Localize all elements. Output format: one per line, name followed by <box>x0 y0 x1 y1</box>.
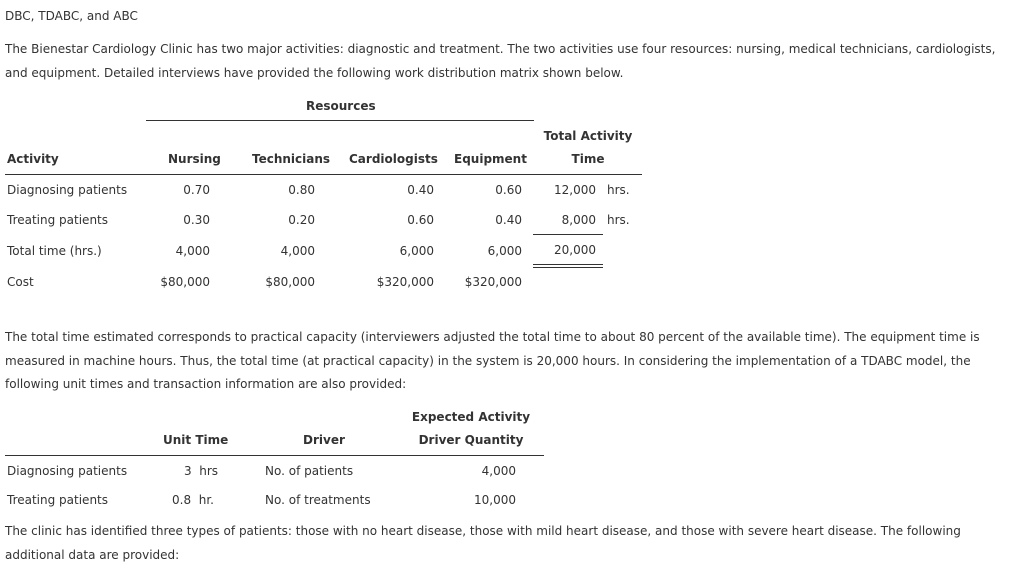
unit-row-quantity: 10,000 <box>474 493 516 507</box>
double-rule-bottom <box>533 267 603 268</box>
nursing-header: Nursing <box>168 152 221 166</box>
matrix-cell-equipment: 0.40 <box>495 213 522 227</box>
matrix-cell-total: 20,000 <box>554 243 596 257</box>
equipment-header: Equipment <box>454 152 527 166</box>
matrix-cell-equipment: 0.60 <box>495 183 522 197</box>
matrix-cell-cardiologists: $320,000 <box>376 275 434 289</box>
unit-row-label: Treating patients <box>7 493 109 507</box>
technicians-header: Technicians <box>252 152 331 166</box>
driver-header: Driver <box>303 433 345 447</box>
unit-time-header: Unit Time <box>163 433 229 447</box>
matrix-cell-cardiologists: 6,000 <box>399 244 434 258</box>
matrix-cell-total: 8,000 <box>561 213 596 227</box>
matrix-cell-technicians: $80,000 <box>265 275 315 289</box>
unit-row-quantity: 4,000 <box>481 464 516 478</box>
matrix-cell-technicians: 4,000 <box>280 244 315 258</box>
cardiologists-header: Cardiologists <box>349 152 438 166</box>
unit-row-time: 3 hrs <box>184 464 219 478</box>
expected-activity-header-line2: Driver Quantity <box>418 433 524 447</box>
matrix-cell-technicians: 0.80 <box>288 183 315 197</box>
activity-header: Activity <box>7 152 59 166</box>
matrix-row-label: Diagnosing patients <box>7 183 128 197</box>
unit-row-driver: No. of treatments <box>265 493 371 507</box>
matrix-cell-total: 12,000 <box>554 183 596 197</box>
closing-paragraph: The clinic has identified three types of patients: those with no heart disease, those with mild heart disease, and those with severe heart disease. The following additional data are provided: <box>5 524 961 562</box>
unit-row-time: 0.8 hr. <box>172 493 214 507</box>
matrix-cell-unit: hrs. <box>607 183 630 197</box>
matrix-cell-unit: hrs. <box>607 213 630 227</box>
double-rule-top <box>533 264 603 265</box>
matrix-cell-nursing: 4,000 <box>175 244 210 258</box>
unit-row-driver: No. of patients <box>265 464 354 478</box>
resources-label: Resources <box>306 99 376 113</box>
matrix-row-label: Treating patients <box>7 213 109 227</box>
intro-paragraph: The Bienestar Cardiology Clinic has two major activities: diagnostic and treatment. The two activities use four resources: nursing, medical technicians, cardiologists, and equipment. Detailed interviews have provided the following work distribution matrix shown below. <box>5 42 996 80</box>
unit-row-label: Diagnosing patients <box>7 464 128 478</box>
matrix-row-label: Cost <box>7 275 34 289</box>
matrix-cell-technicians: 0.20 <box>288 213 315 227</box>
matrix-header-rule <box>5 174 642 175</box>
matrix-row-label: Total time (hrs.) <box>7 244 102 258</box>
matrix-cell-cardiologists: 0.60 <box>407 213 434 227</box>
matrix-cell-cardiologists: 0.40 <box>407 183 434 197</box>
resources-rule <box>146 120 534 121</box>
unit-table-header-rule <box>5 455 544 456</box>
matrix-cell-nursing: $80,000 <box>160 275 210 289</box>
matrix-cell-equipment: $320,000 <box>464 275 522 289</box>
total-activity-header-line2: Time <box>571 152 605 166</box>
matrix-cell-nursing: 0.30 <box>183 213 210 227</box>
expected-activity-header-line1: Expected Activity <box>411 410 531 424</box>
total-sum-rule <box>533 234 603 235</box>
capacity-paragraph: The total time estimated corresponds to practical capacity (interviewers adjusted the total time to about 80 percent of the available time). The equipment time is measured in machine hours. Thus, the total time (at practical capacity) in the system is 20,000 hours. In considering the implementation of a TDABC model, the following unit times and transaction information are also provided: <box>5 330 980 391</box>
page-title: DBC, TDABC, and ABC <box>5 9 138 23</box>
matrix-cell-nursing: 0.70 <box>183 183 210 197</box>
total-activity-header-line1: Total Activity <box>543 129 633 143</box>
matrix-cell-equipment: 6,000 <box>487 244 522 258</box>
